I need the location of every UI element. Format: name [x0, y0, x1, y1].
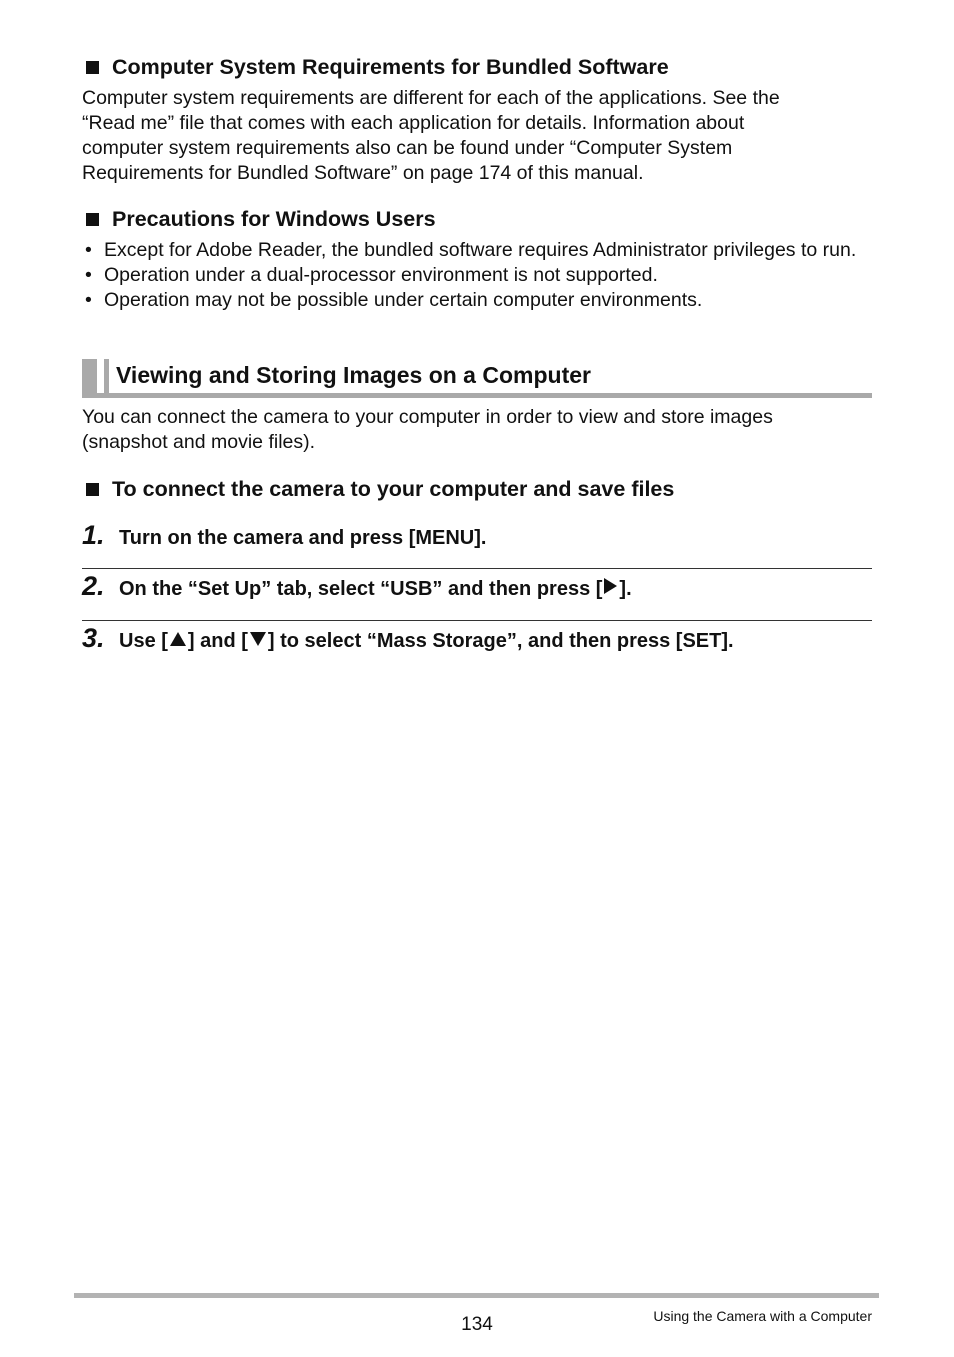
step-divider	[82, 568, 872, 569]
list-item-text: Operation under a dual-processor environment is not supported.	[104, 264, 658, 286]
bullet-icon: •	[85, 289, 92, 311]
step-text-part: ] to select “Mass Storage”, and then press [SET].	[267, 630, 734, 652]
procedure-heading-text: To connect the camera to your computer and save files	[112, 477, 675, 501]
viewing-paragraph	[82, 405, 882, 455]
square-bullet-icon	[86, 213, 99, 226]
step-text-part: On the “Set Up” tab, select “USB” and then press [	[119, 578, 603, 600]
up-triangle-icon	[170, 632, 186, 646]
step-1	[82, 520, 872, 555]
bullet-icon: •	[85, 239, 92, 261]
list-item	[82, 263, 877, 288]
precautions-list	[82, 238, 877, 313]
paragraph-line: computer system requirements also can be found under “Computer System	[82, 137, 733, 159]
step-number: 2.	[82, 571, 105, 601]
step-text: Turn on the camera and press [MENU].	[119, 527, 487, 549]
step-text	[119, 576, 632, 602]
step-text-part: ].	[619, 578, 632, 600]
paragraph-line: You can connect the camera to your computer in order to view and store images	[82, 406, 773, 428]
footer-rule	[74, 1293, 879, 1298]
requirements-paragraph	[82, 86, 882, 186]
step-2	[82, 571, 872, 606]
paragraph-line: Requirements for Bundled Software” on page 174 of this manual.	[82, 162, 644, 184]
footer-chapter-title: Using the Camera with a Computer	[653, 1308, 872, 1324]
paragraph-line: Computer system requirements are different for each of the applications. See the	[82, 87, 780, 109]
section-title-bar	[82, 358, 872, 398]
square-bullet-icon	[86, 483, 99, 496]
precautions-heading-text: Precautions for Windows Users	[112, 207, 436, 231]
step-3	[82, 623, 872, 658]
step-text	[119, 628, 734, 654]
right-triangle-icon	[604, 578, 617, 594]
section-bar-icon	[82, 359, 97, 393]
paragraph-line: “Read me” file that comes with each application for details. Information about	[82, 112, 745, 134]
bullet-icon: •	[85, 264, 92, 286]
paragraph-line: (snapshot and movie files).	[82, 431, 316, 453]
procedure-heading	[82, 476, 674, 502]
list-item	[82, 288, 877, 313]
requirements-heading-text: Computer System Requirements for Bundled Software	[112, 55, 669, 79]
step-number: 3.	[82, 623, 105, 653]
precautions-heading	[82, 206, 436, 232]
step-divider	[82, 620, 872, 621]
down-triangle-icon	[250, 632, 266, 646]
step-text-part: ] and [	[187, 630, 248, 652]
list-item-text: Except for Adobe Reader, the bundled software requires Administrator privileges to run.	[104, 239, 857, 261]
square-bullet-icon	[86, 61, 99, 74]
list-item	[82, 238, 877, 263]
step-number: 1.	[82, 520, 105, 550]
section-title: Viewing and Storing Images on a Computer	[116, 362, 591, 388]
list-item-text: Operation may not be possible under certain computer environments.	[104, 289, 703, 311]
requirements-heading	[82, 54, 669, 80]
page-number: 134	[461, 1314, 493, 1335]
step-text-part: Use [	[119, 630, 168, 652]
section-bar-icon	[104, 359, 109, 393]
